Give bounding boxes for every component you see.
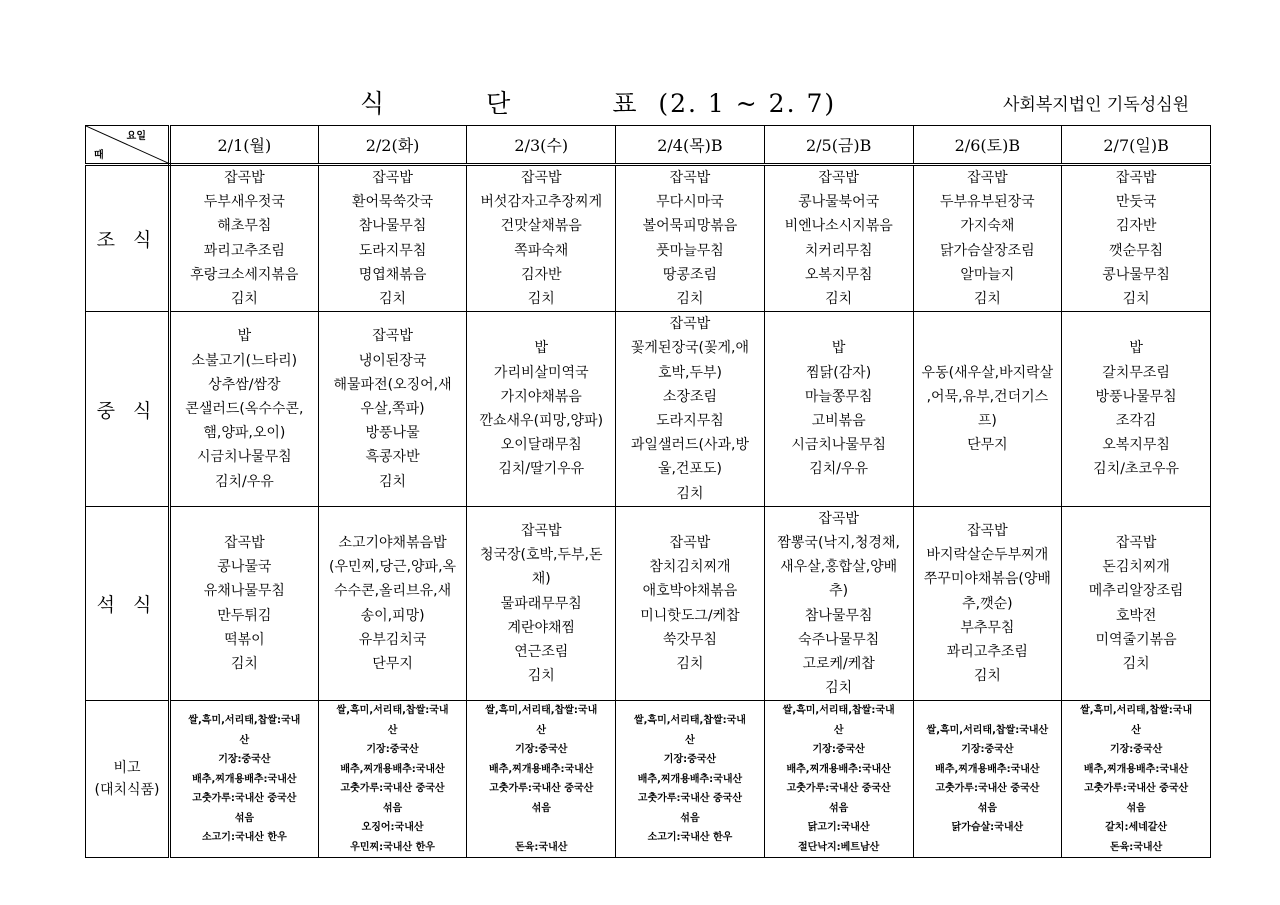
menu-item: 미역줄기볶음 — [1095, 631, 1177, 648]
menu-item: 청국장(호박,두부,돈 — [479, 547, 603, 564]
menu-item: 섞음 — [234, 812, 255, 824]
menu-item: 햄,양파,오이) — [203, 425, 286, 442]
menu-cell — [318, 165, 467, 312]
menu-item: 가지야채볶음 — [500, 388, 582, 405]
origin-cell — [318, 701, 467, 858]
meal-label-lunch: 중 식 — [86, 312, 170, 507]
menu-item: 소고기:국내산 한우 — [201, 832, 287, 844]
menu-cell — [764, 312, 913, 507]
menu-item: 우살,쪽파) — [360, 400, 425, 417]
menu-item: 잡곡밥 — [669, 535, 711, 552]
menu-item: 과일샐러드(사과,방 — [630, 437, 750, 454]
menu-item: 두부유부된장국 — [940, 194, 1035, 211]
menu-item: 잡곡밥 — [520, 522, 562, 539]
menu-item: 김자반 — [520, 266, 562, 283]
menu-item: 버섯감자고추장찌게 — [480, 194, 603, 211]
lunch-row — [86, 312, 1211, 507]
menu-item: 배추,찌개용배추:국내산 — [786, 763, 891, 775]
day-header: 2/6(토)B — [913, 126, 1062, 165]
menu-item: 김치 — [230, 656, 258, 673]
menu-item: 부추무침 — [960, 619, 1015, 636]
menu-item: 상추쌈/쌈장 — [208, 376, 281, 393]
menu-item: 오복지무침 — [1102, 437, 1170, 454]
origin-cell — [616, 701, 765, 858]
menu-item: 김치 — [1122, 656, 1150, 673]
origin-cell — [764, 701, 913, 858]
menu-item: 참치김치찌개 — [649, 559, 731, 576]
menu-item: 치커리무침 — [804, 242, 873, 259]
menu-item: 우동(새우살,바지락살 — [921, 364, 1054, 381]
menu-item: 산 — [833, 724, 844, 736]
menu-item: 떡볶이 — [224, 631, 265, 648]
menu-item: 고로케/케찹 — [802, 656, 875, 673]
menu-item: 잡곡밥 — [967, 170, 1008, 186]
menu-cell — [318, 506, 467, 701]
menu-item: 김치 — [379, 473, 407, 490]
dinner-row — [86, 506, 1211, 701]
menu-item: 기장:중국산 — [366, 744, 419, 756]
menu-item: 돈육:국내산 — [1109, 841, 1163, 853]
origin-cell — [913, 701, 1062, 858]
menu-item: 잡곡밥 — [818, 170, 859, 186]
menu-item: 김치/우유 — [214, 473, 274, 490]
menu-cell — [1062, 312, 1211, 507]
meal-label-dinner: 석 식 — [86, 506, 170, 701]
menu-item: 섞음 — [680, 812, 700, 824]
menu-item: 땅콩조림 — [662, 266, 718, 283]
menu-item: 기장:중국산 — [1109, 744, 1163, 756]
menu-item: 참나물무침 — [358, 218, 427, 235]
menu-item: 잡곡밥 — [372, 328, 413, 345]
menu-item: (우민찌,당근,양파,옥 — [329, 559, 457, 576]
menu-item: 짬뽕국(낙지,청경채, — [777, 535, 900, 552]
menu-item: 우민찌:국내산 한우 — [350, 841, 435, 853]
menu-item: 만둣국 — [1115, 194, 1157, 211]
menu-cell — [318, 312, 467, 507]
menu-item: 무다시마국 — [656, 194, 724, 211]
menu-item: 기장:중국산 — [961, 744, 1014, 756]
menu-item: 김치 — [676, 291, 704, 308]
menu-item: 김치 — [230, 291, 258, 308]
menu-item: 가지숙채 — [960, 218, 1015, 235]
menu-item: 새우살,홍합살,양배 — [780, 559, 898, 576]
day-header: 2/4(목)B — [616, 126, 765, 165]
menu-item: 호박전 — [1115, 607, 1157, 624]
menu-item: 콩나물국 — [217, 559, 272, 576]
menu-cell — [467, 165, 616, 312]
menu-cell — [913, 506, 1062, 701]
menu-item: 고춧가루:국내산 중국산 — [786, 783, 891, 795]
menu-item: 콘샐러드(옥수수콘, — [185, 400, 304, 417]
menu-cell — [170, 312, 319, 507]
menu-item: 김치 — [825, 680, 853, 697]
menu-item: 연근조림 — [514, 643, 569, 660]
menu-cell — [467, 506, 616, 701]
menu-cell — [467, 312, 616, 507]
menu-item: 고춧가루:국내산 중국산 — [637, 793, 742, 805]
menu-item: 시금치나물무침 — [791, 437, 886, 454]
notes-label — [86, 701, 170, 858]
day-header: 2/1(월) — [170, 126, 319, 165]
menu-item: 김치/딸기우유 — [498, 461, 585, 478]
menu-cell — [764, 165, 913, 312]
menu-item: 잡곡밥 — [669, 316, 711, 333]
menu-item: 마늘쫑무침 — [804, 388, 873, 405]
menu-item: 밥 — [831, 340, 846, 357]
menu-item: 도라지무침 — [358, 242, 427, 259]
menu-item: 콩나물북어국 — [798, 194, 880, 211]
header-row — [86, 126, 1211, 165]
menu-cell — [170, 506, 319, 701]
origin-cell — [170, 701, 319, 858]
menu-item: 소고기야채볶음밥 — [338, 535, 447, 552]
title-period: (2. 1 ~ 2. 7) — [658, 89, 837, 118]
menu-item: 섞음 — [382, 802, 403, 814]
menu-cell — [616, 312, 765, 507]
menu-item: 송이,피망) — [360, 607, 425, 624]
menu-item: 미니핫도그/케찹 — [640, 607, 740, 624]
menu-item: 섞음 — [531, 802, 551, 814]
title-char-3: 표 — [612, 89, 639, 118]
menu-item: 추) — [829, 583, 849, 600]
menu-item: 잡곡밥 — [520, 170, 562, 186]
menu-item — [467, 818, 615, 838]
menu-item: 돈김치찌개 — [1102, 559, 1170, 576]
menu-item: 울,건포도) — [657, 461, 722, 478]
menu-item: 쪽파숙채 — [514, 242, 569, 259]
menu-item: 수수콘,올리브유,새 — [334, 583, 452, 600]
menu-item: 잡곡밥 — [1115, 170, 1157, 186]
menu-item: 깐쇼새우(피망,양파) — [479, 413, 604, 430]
meal-label-breakfast: 조 식 — [86, 165, 170, 312]
menu-item: 쌀,흑미,서리태,찹쌀:국내 — [782, 705, 895, 717]
menu-item: 해물파전(오징어,새 — [333, 376, 452, 393]
menu-item: 쌀,흑미,서리태,찹쌀:국내 — [633, 715, 746, 727]
menu-item: 애호박야채볶음 — [642, 583, 738, 600]
menu-item: 잡곡밥 — [372, 170, 413, 186]
page-title — [360, 84, 836, 120]
menu-item: 깻순무침 — [1109, 242, 1164, 259]
menu-item: 섞음 — [977, 802, 998, 814]
menu-item: 김치 — [973, 291, 1001, 308]
menu-item: 잡곡밥 — [224, 535, 265, 552]
menu-item: 고춧가루:국내산 중국산 — [340, 783, 445, 795]
menu-cell — [764, 506, 913, 701]
menu-item: 단무지 — [372, 656, 413, 673]
menu-item: 닭가슴살장조림 — [940, 242, 1035, 259]
menu-item: 바지락살순두부찌개 — [926, 547, 1049, 564]
menu-item: 섞음 — [829, 802, 849, 814]
menu-item: 닭고기:국내산 — [807, 822, 870, 834]
menu-item: 콩나물무침 — [1102, 266, 1170, 283]
menu-item: 갈치:세네갈산 — [1105, 822, 1168, 834]
menu-item: 프) — [977, 413, 997, 430]
menu-item: 흑콩자반 — [365, 449, 420, 466]
menu-item: 배추,찌개용배추:국내산 — [637, 773, 743, 785]
menu-item: 고춧가루:국내산 중국산 — [489, 783, 594, 795]
menu-item: 쭈꾸미야채볶음(양배 — [923, 571, 1051, 588]
menu-item: 배추,찌개용배추:국내산 — [1083, 763, 1189, 775]
menu-item: 꽈리고추조림 — [203, 242, 285, 259]
breakfast-row — [86, 165, 1211, 312]
menu-cell — [913, 312, 1062, 507]
menu-item: 배추,찌개용배추:국내산 — [192, 773, 297, 785]
corner-meal-label: 때 — [94, 150, 104, 161]
menu-item: 김치 — [1122, 291, 1150, 308]
menu-item: 김치 — [825, 291, 853, 308]
menu-item: 소장조림 — [662, 388, 718, 405]
menu-item: 오복지무침 — [804, 266, 873, 283]
menu-item: 김치 — [527, 668, 555, 685]
menu-item: 쌀,흑미,서리태,찹쌀:국내 — [336, 705, 449, 717]
menu-item: 후랑크소세지볶음 — [190, 266, 299, 283]
menu-item: 냉이된장국 — [358, 352, 427, 369]
menu-cell — [1062, 506, 1211, 701]
menu-item: 잡곡밥 — [669, 170, 711, 186]
menu-item: 두부새우젓국 — [203, 194, 285, 211]
menu-item: 쌀,흑미,서리태,찹쌀:국내 — [188, 715, 301, 727]
menu-item: 메추리알장조림 — [1088, 583, 1184, 600]
day-header: 2/2(화) — [318, 126, 467, 165]
menu-item: 소고기:국내산 한우 — [647, 832, 733, 844]
menu-item: 잡곡밥 — [967, 522, 1008, 539]
menu-item: 김치 — [379, 291, 407, 308]
menu-item: 김치 — [676, 656, 704, 673]
menu-item: 꽈리고추조림 — [946, 643, 1028, 660]
menu-item: 김치/초코우유 — [1093, 461, 1180, 478]
menu-cell — [1062, 165, 1211, 312]
menu-item: 섞음 — [1126, 802, 1146, 814]
menu-item: 산 — [536, 724, 547, 736]
menu-item: 잡곡밥 — [224, 170, 265, 186]
menu-cell — [616, 165, 765, 312]
menu-item: 기장:중국산 — [812, 744, 865, 756]
menu-item: 잡곡밥 — [818, 510, 859, 527]
menu-item: 닭가슴살:국내산 — [951, 822, 1024, 834]
origin-cell — [1062, 701, 1211, 858]
menu-item: 배추,찌개용배추:국내산 — [489, 763, 594, 775]
menu-item: 잡곡밥 — [1115, 535, 1157, 552]
menu-item: 김치 — [527, 291, 555, 308]
menu-item: 기장:중국산 — [515, 744, 568, 756]
menu-item: 찜닭(감자) — [806, 364, 872, 381]
menu-item: 배추,찌개용배추:국내산 — [935, 763, 1040, 775]
origin-cell — [467, 701, 616, 858]
menu-item: 산 — [239, 734, 250, 746]
menu-item: 채) — [531, 571, 551, 588]
menu-item: ,어묵,유부,건더기스 — [926, 388, 1049, 405]
notes-label-line1: 비고 — [113, 760, 141, 777]
menu-item: 호박,두부) — [657, 364, 722, 381]
menu-item: 고춧가루:국내산 중국산 — [935, 783, 1040, 795]
menu-item: 방풍나물 — [365, 425, 420, 442]
menu-item: 산 — [685, 734, 695, 746]
menu-item: 기장:중국산 — [663, 754, 717, 766]
menu-item: 도라지무침 — [656, 413, 724, 430]
menu-item: 알마늘지 — [960, 266, 1015, 283]
menu-item: 절단낙지:베트남산 — [798, 841, 880, 853]
menu-item: 비엔나소시지볶음 — [784, 218, 893, 235]
menu-item: 숙주나물무침 — [798, 631, 880, 648]
menu-item: 배추,찌개용배추:국내산 — [340, 763, 445, 775]
title-char-2: 단 — [486, 89, 513, 118]
menu-item: 가리비살미역국 — [493, 364, 589, 381]
menu-item: 오징어:국내산 — [361, 822, 424, 834]
menu-item: 김치 — [676, 485, 704, 502]
menu-item: 밥 — [1129, 340, 1143, 357]
menu-item: 명엽채볶음 — [358, 266, 427, 283]
menu-item: 꽃게된장국(꽃게,애 — [630, 340, 750, 357]
menu-item: 유부김치국 — [358, 631, 427, 648]
menu-item: 김치 — [973, 668, 1001, 685]
menu-item: 볼어묵피망볶음 — [642, 218, 738, 235]
menu-item: 계란야채찜 — [507, 619, 576, 636]
menu-item: 환어묵쑥갓국 — [351, 194, 434, 211]
menu-item: 돈육:국내산 — [515, 841, 568, 853]
menu-item: 건맛살채볶음 — [500, 218, 582, 235]
notes-row — [86, 701, 1211, 858]
menu-item: 고비볶음 — [811, 413, 866, 430]
menu-item: 물파래무무침 — [500, 595, 582, 612]
menu-item: 갈치무조림 — [1102, 364, 1170, 381]
day-header: 2/3(수) — [467, 126, 616, 165]
menu-item: 쌀,흑미,서리태,찹쌀:국내산 — [926, 724, 1049, 736]
menu-cell — [616, 506, 765, 701]
menu-item: 오이달래무침 — [500, 437, 582, 454]
menu-table — [85, 125, 1211, 858]
menu-item: 풋마늘무침 — [656, 242, 724, 259]
menu-item: 추,깻순) — [962, 595, 1013, 612]
menu-cell — [913, 165, 1062, 312]
menu-item: 조각김 — [1115, 413, 1157, 430]
menu-item: 유채나물무침 — [203, 583, 285, 600]
corner-day-label: 요일 — [126, 131, 146, 142]
menu-item: 쌀,흑미,서리태,찹쌀:국내 — [1080, 705, 1193, 717]
day-header: 2/7(일)B — [1062, 126, 1211, 165]
organization-name: 사회복지법인 기독성심원 — [1003, 95, 1190, 115]
menu-item: 쌀,흑미,서리태,찹쌀:국내 — [485, 705, 598, 717]
title-char-1: 식 — [360, 89, 387, 118]
menu-item: 고춧가루:국내산 중국산 — [1084, 783, 1189, 795]
notes-label-line2: (대치식품) — [94, 782, 160, 799]
menu-item: 시금치나물무침 — [197, 449, 292, 466]
menu-item: 김치/우유 — [809, 461, 869, 478]
menu-item: 기장:중국산 — [218, 754, 271, 766]
menu-item: 밥 — [534, 340, 549, 357]
menu-cell — [170, 165, 319, 312]
day-header: 2/5(금)B — [764, 126, 913, 165]
menu-item: 방풍나물무침 — [1095, 388, 1177, 405]
menu-item: 소불고기(느타리) — [191, 352, 298, 369]
menu-item: 고춧가루:국내산 중국산 — [192, 793, 297, 805]
menu-item: 산 — [387, 724, 398, 736]
menu-item: 참나물무침 — [804, 607, 873, 624]
menu-item: 해초무침 — [217, 218, 272, 235]
corner-cell — [86, 126, 170, 165]
menu-item: 산 — [1131, 724, 1141, 736]
menu-item: 김자반 — [1115, 218, 1157, 235]
menu-item: 쑥갓무침 — [662, 631, 718, 648]
menu-item: 단무지 — [967, 437, 1008, 454]
menu-item: 밥 — [237, 328, 252, 345]
menu-item: 만두튀김 — [217, 607, 272, 624]
